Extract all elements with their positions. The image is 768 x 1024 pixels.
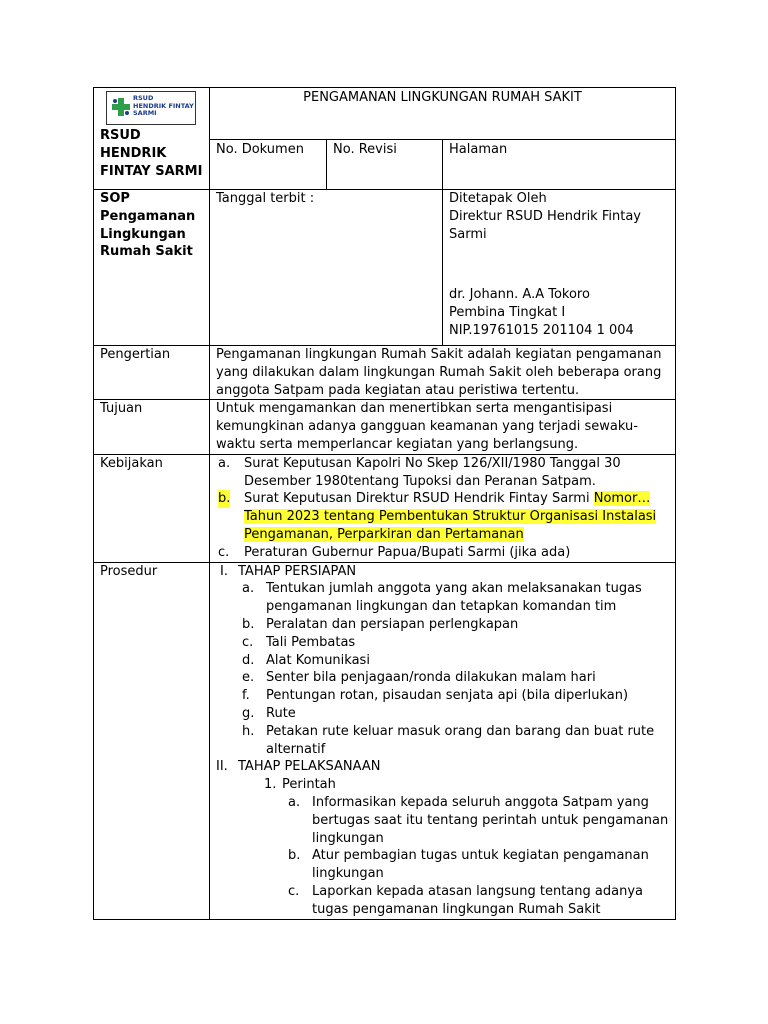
list-item: f. Pentungan rotan, pisaudan senjata api (bila diperlukan): [242, 688, 629, 704]
pengertian-text: Pengamanan lingkungan Rumah Sakit adalah kegiatan pengamanan yang dilakukan dalam lingkungan Rumah Sakit oleh beberapa orang anggota Satpam pada kegiatan atau peristiwa tertentu.: [210, 346, 676, 400]
signature-space: [449, 243, 669, 286]
section-heading: I. TAHAP PERSIAPAN: [220, 563, 357, 579]
pengertian-label: Pengertian: [94, 346, 210, 400]
list-item: e. Senter bila penjagaan/ronda dilakukan malam hari: [242, 670, 596, 686]
ditetapkan-label: Ditetapak Oleh: [449, 191, 547, 206]
halaman-label: Halaman: [443, 140, 676, 190]
kebijakan-list: [210, 454, 676, 562]
sub-heading: 1. Perintah: [264, 777, 336, 793]
document-title: PENGAMANAN LINGKUNGAN RUMAH SAKIT: [210, 88, 676, 140]
logo-wordmark: RSUD HENDRIK FINTAY SARMI: [133, 94, 194, 117]
tujuan-label: Tujuan: [94, 400, 210, 454]
kebijakan-label: Kebijakan: [94, 454, 210, 562]
list-item: a. Tentukan jumlah anggota yang akan melaksanakan tugas pengamanan lingkungan dan tetapkan komandan tim: [242, 581, 642, 615]
list-item: b. Peralatan dan persiapan perlengkapan: [242, 616, 519, 632]
list-item: a. Surat Keputusan Kapolri No Skep 126/XII/1980 Tanggal 30 Desember 1980tentang Tupoksi dan Peranan Satpam.: [218, 455, 621, 489]
sop-table: [93, 87, 676, 920]
highlighted-text: Nomor… Tahun 2023 tentang Pembentukan Struktur Organisasi Instalasi Pengamanan, Perparkiran dan Pertamanan: [244, 491, 657, 542]
tanggal-terbit-label: Tanggal terbit :: [210, 190, 443, 346]
sop-document: [93, 87, 675, 920]
signatory-rank: Pembina Tingkat I: [449, 305, 566, 321]
approval-cell: [443, 190, 676, 346]
no-revisi-label: No. Revisi: [327, 140, 443, 190]
list-item: c. Tali Pembatas: [242, 634, 356, 650]
signatory-nip: NIP.19761015 201104 1 004: [449, 322, 634, 338]
list-item: b. Atur pembagian tugas untuk kegiatan pengamanan lingkungan: [288, 848, 649, 882]
list-item: c. Laporkan kepada atasan langsung tentang adanya tugas pengamanan lingkungan Rumah Sakit: [288, 883, 643, 917]
list-item: a. Informasikan kepada seluruh anggota Satpam yang bertugas saat itu tentang perintah untuk pengamanan lingkungan: [288, 794, 669, 846]
tujuan-text: Untuk mengamankan dan menertibkan serta mengantisipasi kemungkinan adanya gangguan keamanan yang terjadi sewaku-waktu serta memperlancar kegiatan yang berlangsung.: [210, 400, 676, 454]
direktur-title: Direktur RSUD Hendrik Fintay Sarmi: [449, 208, 641, 242]
list-item: d. Alat Komunikasi: [242, 652, 370, 668]
signatory-name: dr. Johann. A.A Tokoro: [449, 287, 590, 303]
header-logo-cell: [94, 88, 210, 190]
persiapan-list: [210, 580, 669, 758]
list-item: h. Petakan rute keluar masuk orang dan barang dan buat rute alternatif: [242, 723, 655, 757]
prosedur-label: Prosedur: [94, 562, 210, 919]
prosedur-content: [210, 562, 676, 919]
pelaksanaan-list: [210, 794, 669, 919]
hospital-name: RSUD HENDRIK FINTAY SARMI: [100, 128, 203, 179]
no-dokumen-label: No. Dokumen: [210, 140, 327, 190]
section-heading: II. TAHAP PELAKSANAAN: [216, 759, 381, 775]
list-item: g. Rute: [242, 705, 296, 721]
hospital-logo: [106, 91, 196, 125]
list-item: c. Peraturan Gubernur Papua/Bupati Sarmi (jika ada): [218, 544, 571, 560]
hospital-cross-icon: [111, 97, 131, 117]
sop-label: SOP Pengamanan Lingkungan Rumah Sakit: [94, 190, 210, 346]
list-item: b. Surat Keputusan Direktur RSUD Hendrik Fintay Sarmi Nomor… Tahun 2023 tentang Pembentukan Struktur Organisasi Instalasi Pengamanan, Perparkiran dan Pertamanan: [218, 491, 657, 542]
